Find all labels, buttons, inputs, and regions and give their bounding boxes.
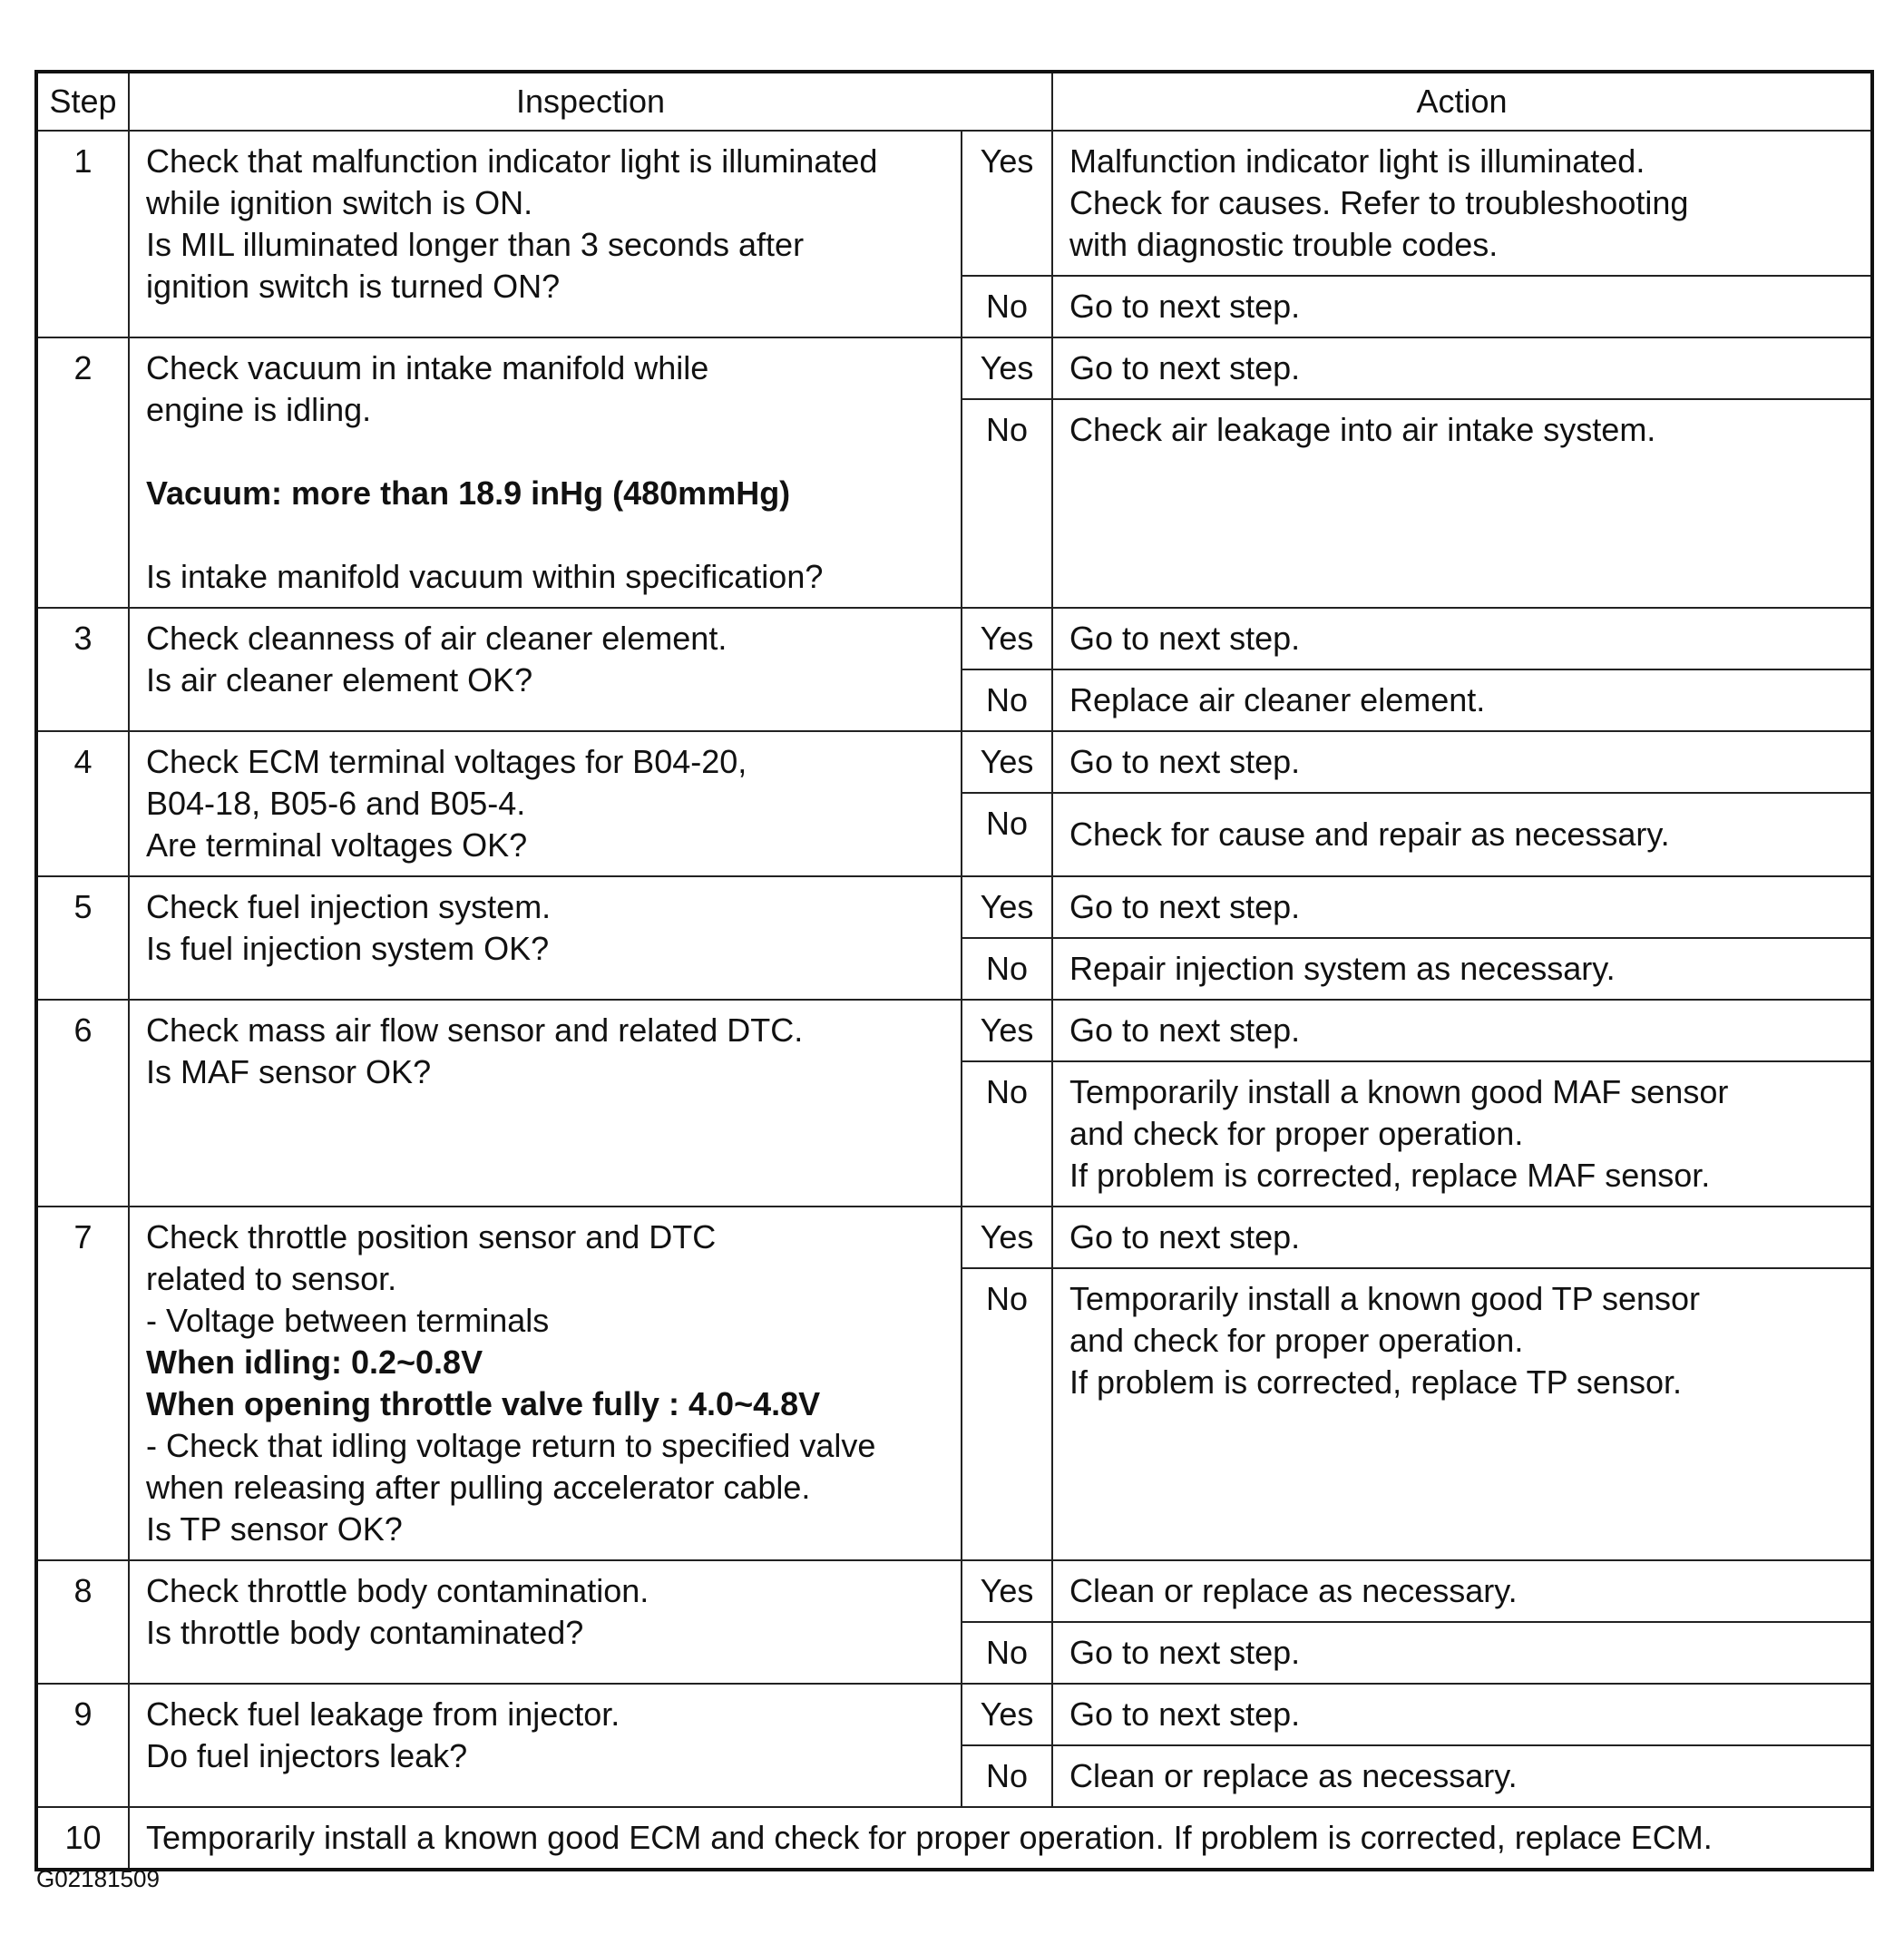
inspection-question: Is intake manifold vacuum within specification? [146, 558, 824, 595]
inspection-line: - Voltage between terminals [146, 1302, 550, 1339]
table-row-step-2-yes [36, 337, 1872, 399]
answer-no: No [962, 276, 1052, 337]
inspection-cell [129, 131, 962, 337]
answer-no: No [962, 1745, 1052, 1807]
action-cell [1052, 1684, 1872, 1745]
answer-yes: Yes [962, 1207, 1052, 1268]
inspection-line: Check throttle position sensor and DTC [146, 1218, 717, 1255]
inspection-line: ignition switch is turned ON? [146, 268, 561, 305]
inspection-cell [129, 1560, 962, 1684]
answer-yes: Yes [962, 131, 1052, 276]
inspection-line: Check ECM terminal voltages for B04-20, [146, 743, 747, 780]
table-row-step-8-yes [36, 1560, 1872, 1622]
step-number: 4 [36, 731, 129, 876]
answer-no: No [962, 793, 1052, 876]
action-line: Go to next step. [1069, 1634, 1301, 1671]
inspection-line: Are terminal voltages OK? [146, 826, 528, 864]
answer-yes: Yes [962, 1684, 1052, 1745]
table-row-step-5-yes [36, 876, 1872, 938]
action-line: If problem is corrected, replace MAF sensor. [1069, 1157, 1711, 1194]
action-line: Clean or replace as necessary. [1069, 1572, 1518, 1609]
action-cell [1052, 793, 1872, 876]
action-cell [1052, 938, 1872, 1000]
inspection-cell [129, 731, 962, 876]
inspection-line: Check mass air flow sensor and related DTC. [146, 1011, 804, 1049]
action-cell [1052, 1745, 1872, 1807]
table-row-step-9-yes [36, 1684, 1872, 1745]
inspection-line: Check cleanness of air cleaner element. [146, 620, 727, 657]
inspection-line: Do fuel injectors leak? [146, 1737, 468, 1774]
inspection-line: engine is idling. [146, 391, 372, 428]
inspection-spec: When idling: 0.2~0.8V [146, 1343, 483, 1381]
step-number: 6 [36, 1000, 129, 1207]
answer-no: No [962, 1622, 1052, 1684]
inspection-line: Check that malfunction indicator light is illuminated [146, 142, 878, 180]
action-cell [1052, 669, 1872, 731]
inspection-cell [129, 1207, 962, 1560]
action-line: and check for proper operation. [1069, 1322, 1524, 1359]
inspection-line: Check throttle body contamination. [146, 1572, 649, 1609]
action-line: Check for causes. Refer to troubleshooting [1069, 184, 1689, 221]
action-line: Go to next step. [1069, 1695, 1301, 1733]
inspection-line: Check vacuum in intake manifold while [146, 349, 709, 386]
action-cell [1052, 1268, 1872, 1560]
action-cell [1052, 131, 1872, 276]
action-line: Go to next step. [1069, 743, 1301, 780]
step-number: 8 [36, 1560, 129, 1684]
answer-no: No [962, 669, 1052, 731]
answer-yes: Yes [962, 337, 1052, 399]
inspection-spec: When opening throttle valve fully : 4.0~4.8V [146, 1385, 821, 1422]
inspection-line: when releasing after pulling accelerator cable. [146, 1469, 811, 1506]
action-cell [1052, 608, 1872, 669]
inspection-line: - Check that idling voltage return to specified valve [146, 1427, 876, 1464]
header-row [36, 72, 1872, 131]
inspection-spec: Vacuum: more than 18.9 inHg (480mmHg) [146, 474, 791, 512]
inspection-cell [129, 608, 962, 731]
step-number: 2 [36, 337, 129, 608]
final-action-text: Temporarily install a known good ECM and check for proper operation. If problem is corrected, replace ECM. [146, 1819, 1713, 1856]
answer-no: No [962, 1061, 1052, 1207]
step-number: 5 [36, 876, 129, 1000]
step-number: 3 [36, 608, 129, 731]
table-row-step-10 [36, 1807, 1872, 1870]
action-line: Go to next step. [1069, 349, 1301, 386]
inspection-line: Is fuel injection system OK? [146, 930, 550, 967]
figure-id: G02181509 [36, 1865, 160, 1892]
action-cell [1052, 1560, 1872, 1622]
action-cell [1052, 1000, 1872, 1061]
step-number: 1 [36, 131, 129, 337]
action-cell [1052, 1207, 1872, 1268]
inspection-cell [129, 876, 962, 1000]
action-line: Go to next step. [1069, 288, 1301, 325]
diagnostic-table [34, 70, 1874, 1871]
action-line: Repair injection system as necessary. [1069, 950, 1616, 987]
action-line: Go to next step. [1069, 1011, 1301, 1049]
answer-yes: Yes [962, 731, 1052, 793]
header-step: Step [36, 72, 129, 131]
inspection-line: B04-18, B05-6 and B05-4. [146, 785, 526, 822]
answer-yes: Yes [962, 1560, 1052, 1622]
action-line: Go to next step. [1069, 1218, 1301, 1255]
action-line: Check for cause and repair as necessary. [1069, 816, 1670, 853]
table-row-step-7-yes [36, 1207, 1872, 1268]
step-number: 9 [36, 1684, 129, 1807]
action-cell [1052, 399, 1872, 608]
inspection-cell [129, 1000, 962, 1207]
inspection-line: Is MIL illuminated longer than 3 seconds after [146, 226, 805, 263]
inspection-cell [129, 337, 962, 608]
answer-no: No [962, 938, 1052, 1000]
action-cell [1052, 876, 1872, 938]
answer-yes: Yes [962, 608, 1052, 669]
final-action-cell [129, 1807, 1872, 1870]
action-line: Go to next step. [1069, 888, 1301, 925]
inspection-line: Is air cleaner element OK? [146, 661, 533, 699]
header-inspection: Inspection [129, 72, 1052, 131]
inspection-line: Is throttle body contaminated? [146, 1614, 584, 1651]
action-cell [1052, 337, 1872, 399]
answer-yes: Yes [962, 1000, 1052, 1061]
inspection-line: Check fuel leakage from injector. [146, 1695, 620, 1733]
header-action: Action [1052, 72, 1872, 131]
spacer [146, 514, 944, 556]
action-line: Clean or replace as necessary. [1069, 1757, 1518, 1794]
action-line: If problem is corrected, replace TP sensor. [1069, 1363, 1682, 1401]
inspection-line: related to sensor. [146, 1260, 397, 1297]
action-cell [1052, 1061, 1872, 1207]
action-line: Temporarily install a known good MAF sensor [1069, 1073, 1729, 1110]
action-line: Replace air cleaner element. [1069, 681, 1486, 718]
step-number: 7 [36, 1207, 129, 1560]
action-line: and check for proper operation. [1069, 1115, 1524, 1152]
inspection-line: while ignition switch is ON. [146, 184, 533, 221]
answer-yes: Yes [962, 876, 1052, 938]
table-row-step-4-yes [36, 731, 1872, 793]
inspection-line: Is TP sensor OK? [146, 1510, 403, 1548]
table-row-step-3-yes [36, 608, 1872, 669]
table-row-step-1-yes [36, 131, 1872, 276]
action-line: with diagnostic trouble codes. [1069, 226, 1499, 263]
action-line: Go to next step. [1069, 620, 1301, 657]
step-number: 10 [36, 1807, 129, 1870]
action-cell [1052, 276, 1872, 337]
inspection-cell [129, 1684, 962, 1807]
inspection-line: Is MAF sensor OK? [146, 1053, 432, 1090]
action-line: Malfunction indicator light is illuminated. [1069, 142, 1645, 180]
action-line: Temporarily install a known good TP sensor [1069, 1280, 1701, 1317]
action-cell [1052, 1622, 1872, 1684]
table-row-step-6-yes [36, 1000, 1872, 1061]
action-cell [1052, 731, 1872, 793]
spacer [146, 431, 944, 473]
inspection-line: Check fuel injection system. [146, 888, 552, 925]
answer-no: No [962, 1268, 1052, 1560]
answer-no: No [962, 399, 1052, 608]
action-line: Check air leakage into air intake system. [1069, 411, 1656, 448]
